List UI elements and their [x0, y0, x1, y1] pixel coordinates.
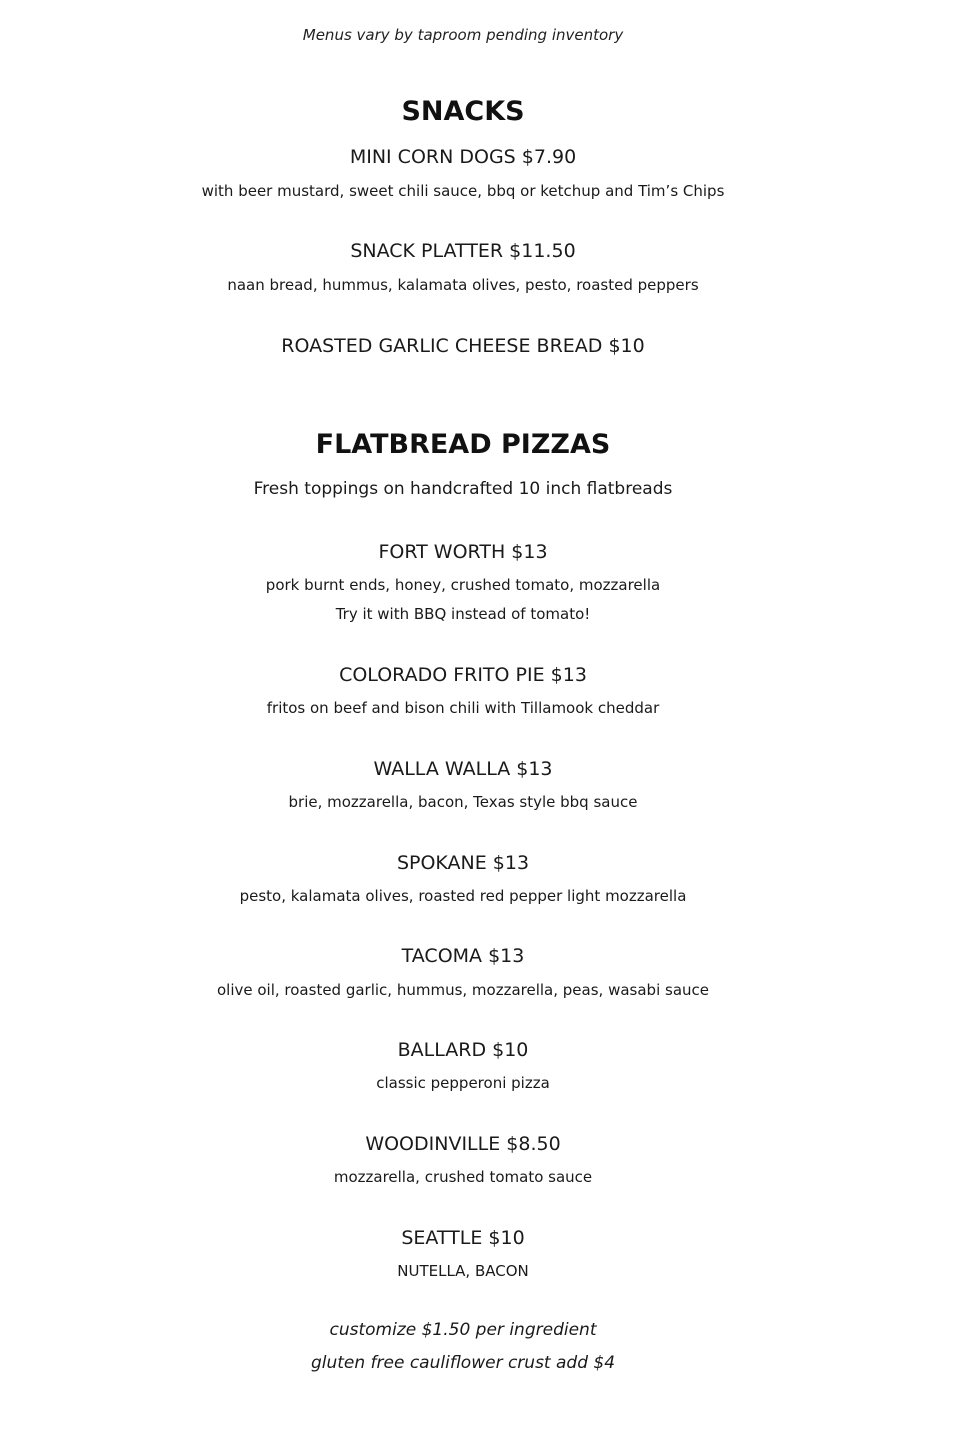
pizza-item-name: SEATTLE $10: [401, 1227, 525, 1249]
pizza-item-name: BALLARD $10: [397, 1039, 529, 1061]
pizza-item-description: pesto, kalamata olives, roasted red pepper light mozzarella: [239, 887, 687, 905]
snack-item-name: SNACK PLATTER $11.50: [350, 240, 576, 262]
pizza-item-name: COLORADO FRITO PIE $13: [339, 664, 587, 686]
customize-note: customize $1.50 per ingredient: [329, 1320, 597, 1340]
snack-item-name: ROASTED GARLIC CHEESE BREAD $10: [281, 335, 645, 357]
pizza-item-description: brie, mozzarella, bacon, Texas style bbq sauce: [288, 793, 638, 811]
pizza-item-description: classic pepperoni pizza: [376, 1074, 550, 1092]
snack-item-name: MINI CORN DOGS $7.90: [349, 146, 577, 168]
flatbread-intro: Fresh toppings on handcrafted 10 inch flatbreads: [253, 479, 673, 499]
taproom-note: Menus vary by taproom pending inventory: [302, 26, 624, 44]
pizza-item-name: FORT WORTH $13: [378, 541, 548, 563]
flatbread-heading: FLATBREAD PIZZAS: [315, 429, 611, 460]
pizza-item-name: WOODINVILLE $8.50: [365, 1133, 561, 1155]
pizza-item-description: NUTELLA, BACON: [397, 1262, 529, 1280]
gluten-free-note: gluten free cauliflower crust add $4: [310, 1353, 616, 1373]
pizza-item-name: SPOKANE $13: [396, 852, 530, 874]
pizza-item-name: TACOMA $13: [401, 945, 525, 967]
snack-item-description: naan bread, hummus, kalamata olives, pesto, roasted peppers: [227, 276, 699, 294]
pizza-item-description: fritos on beef and bison chili with Tillamook cheddar: [266, 699, 660, 717]
pizza-item-description: pork burnt ends, honey, crushed tomato, mozzarella: [265, 576, 661, 594]
snacks-heading: SNACKS: [401, 96, 525, 127]
snack-item-description: with beer mustard, sweet chili sauce, bbq or ketchup and Tim’s Chips: [201, 182, 725, 200]
pizza-item-description: olive oil, roasted garlic, hummus, mozzarella, peas, wasabi sauce: [216, 981, 709, 999]
pizza-item-name: WALLA WALLA $13: [373, 758, 553, 780]
pizza-item-suggestion: Try it with BBQ instead of tomato!: [335, 605, 591, 623]
pizza-item-description: mozzarella, crushed tomato sauce: [333, 1168, 593, 1186]
